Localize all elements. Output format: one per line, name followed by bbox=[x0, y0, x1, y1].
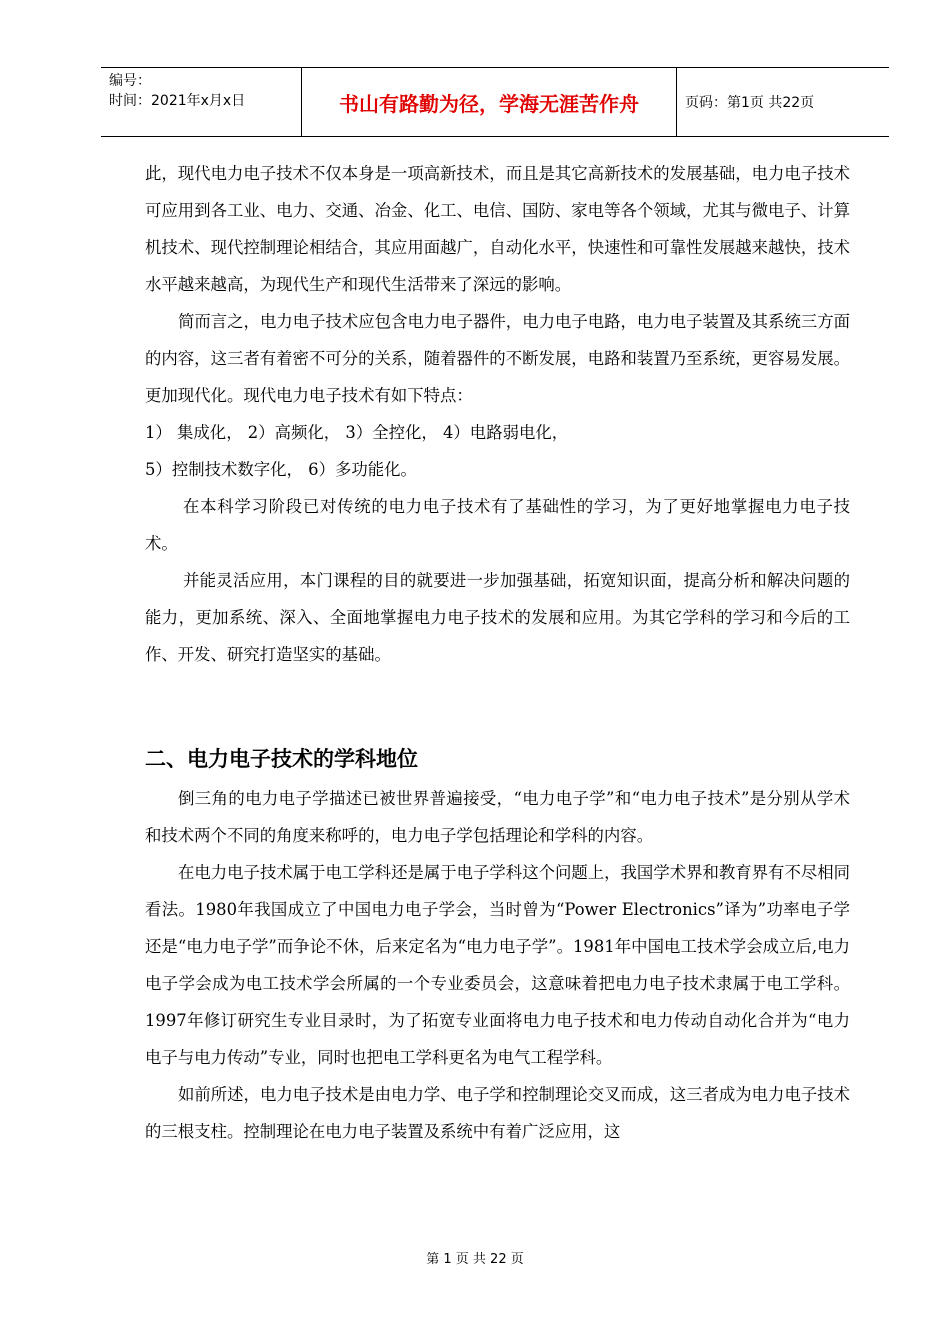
feature-list-line-2: 5）控制技术数字化， 6）多功能化。 bbox=[145, 460, 417, 479]
section-heading: 二、电力电子技术的学科地位 bbox=[145, 747, 418, 771]
page-footer: 第 1 页 共 22 页 bbox=[426, 1252, 524, 1267]
page-header bbox=[101, 67, 889, 137]
number-label: 编号： bbox=[109, 73, 151, 89]
header-motto bbox=[301, 68, 677, 136]
page-label: 页码：第1页 共22页 bbox=[685, 95, 815, 111]
paragraph-2: 简而言之，电力电子技术应包含电力电子器件，电力电子电路，电力电子装置及其系统三方面的内容，这三者有着密不可分的关系，随着器件的不断发展，电路和装置乃至系统，更容易发展。更加现代化。现代电力电子技术有如下特点： bbox=[145, 312, 851, 405]
paragraph-5: 倒三角的电力电子学描述已被世界普遍接受，“电力电子学”和“电力电子技术”是分别从学术和技术两个不同的角度来称呼的，电力电子学包括理论和学科的内容。 bbox=[145, 789, 850, 845]
paragraph-1: 此，现代电力电子技术不仅本身是一项高新技术，而且是其它高新技术的发展基础，电力电子技术可应用到各工业、电力、交通、冶金、化工、电信、国防、家电等各个领域，尤其与微电子、计算机技术、现代控制理论相结合，其应用面越广，自动化水平，快速性和可靠性发展越来越快，技术水平越来越高，为现代生产和现代生活带来了深远的影响。 bbox=[145, 164, 850, 294]
time-label: 时间：2021年x月x日 bbox=[109, 93, 246, 109]
header-page bbox=[677, 68, 889, 136]
document-body bbox=[145, 155, 850, 673]
paragraph-4: 并能灵活应用，本门课程的目的就要进一步加强基础，拓宽知识面，提高分析和解决问题的能力，更加系统、深入、全面地掌握电力电子技术的发展和应用。为其它学科的学习和今后的工作、开发、研究打造坚实的基础。 bbox=[145, 571, 850, 664]
paragraph-3: 在本科学习阶段已对传统的电力电子技术有了基础性的学习，为了更好地掌握电力电子技术。 bbox=[145, 497, 850, 553]
feature-list-line-1: 1） 集成化， 2）高频化， 3）全控化， 4）电路弱电化， bbox=[145, 423, 569, 442]
motto-text: 书山有路勤为径，学海无涯苦作舟 bbox=[339, 91, 639, 116]
paragraph-6: 在电力电子技术属于电工学科还是属于电子学科这个问题上，我国学术界和教育界有不尽相同看法。1980年我国成立了中国电力电子学会，当时曾为“Power Electronics”译为”功率电子学还是“电力电子学”而争论不休，后来定名为“电力电子学”。1981年中国电工技术学会成立后,电力电子学会成为电工技术学会所属的一个专业委员会，这意味着把电力电子技术隶属于电工学科。1997年修订研究生专业目录时，为了拓宽专业面将电力电子技术和电力传动自动化合并为“电力电子与电力传动”专业，同时也把电工学科更名为电气工程学科。 bbox=[145, 863, 851, 1067]
paragraph-7: 如前所述，电力电子技术是由电力学、电子学和控制理论交叉而成，这三者成为电力电子技术的三根支柱。控制理论在电力电子装置及系统中有着广泛应用，这 bbox=[145, 1085, 851, 1141]
header-meta bbox=[101, 68, 301, 136]
document-body-section-2 bbox=[145, 780, 850, 1150]
